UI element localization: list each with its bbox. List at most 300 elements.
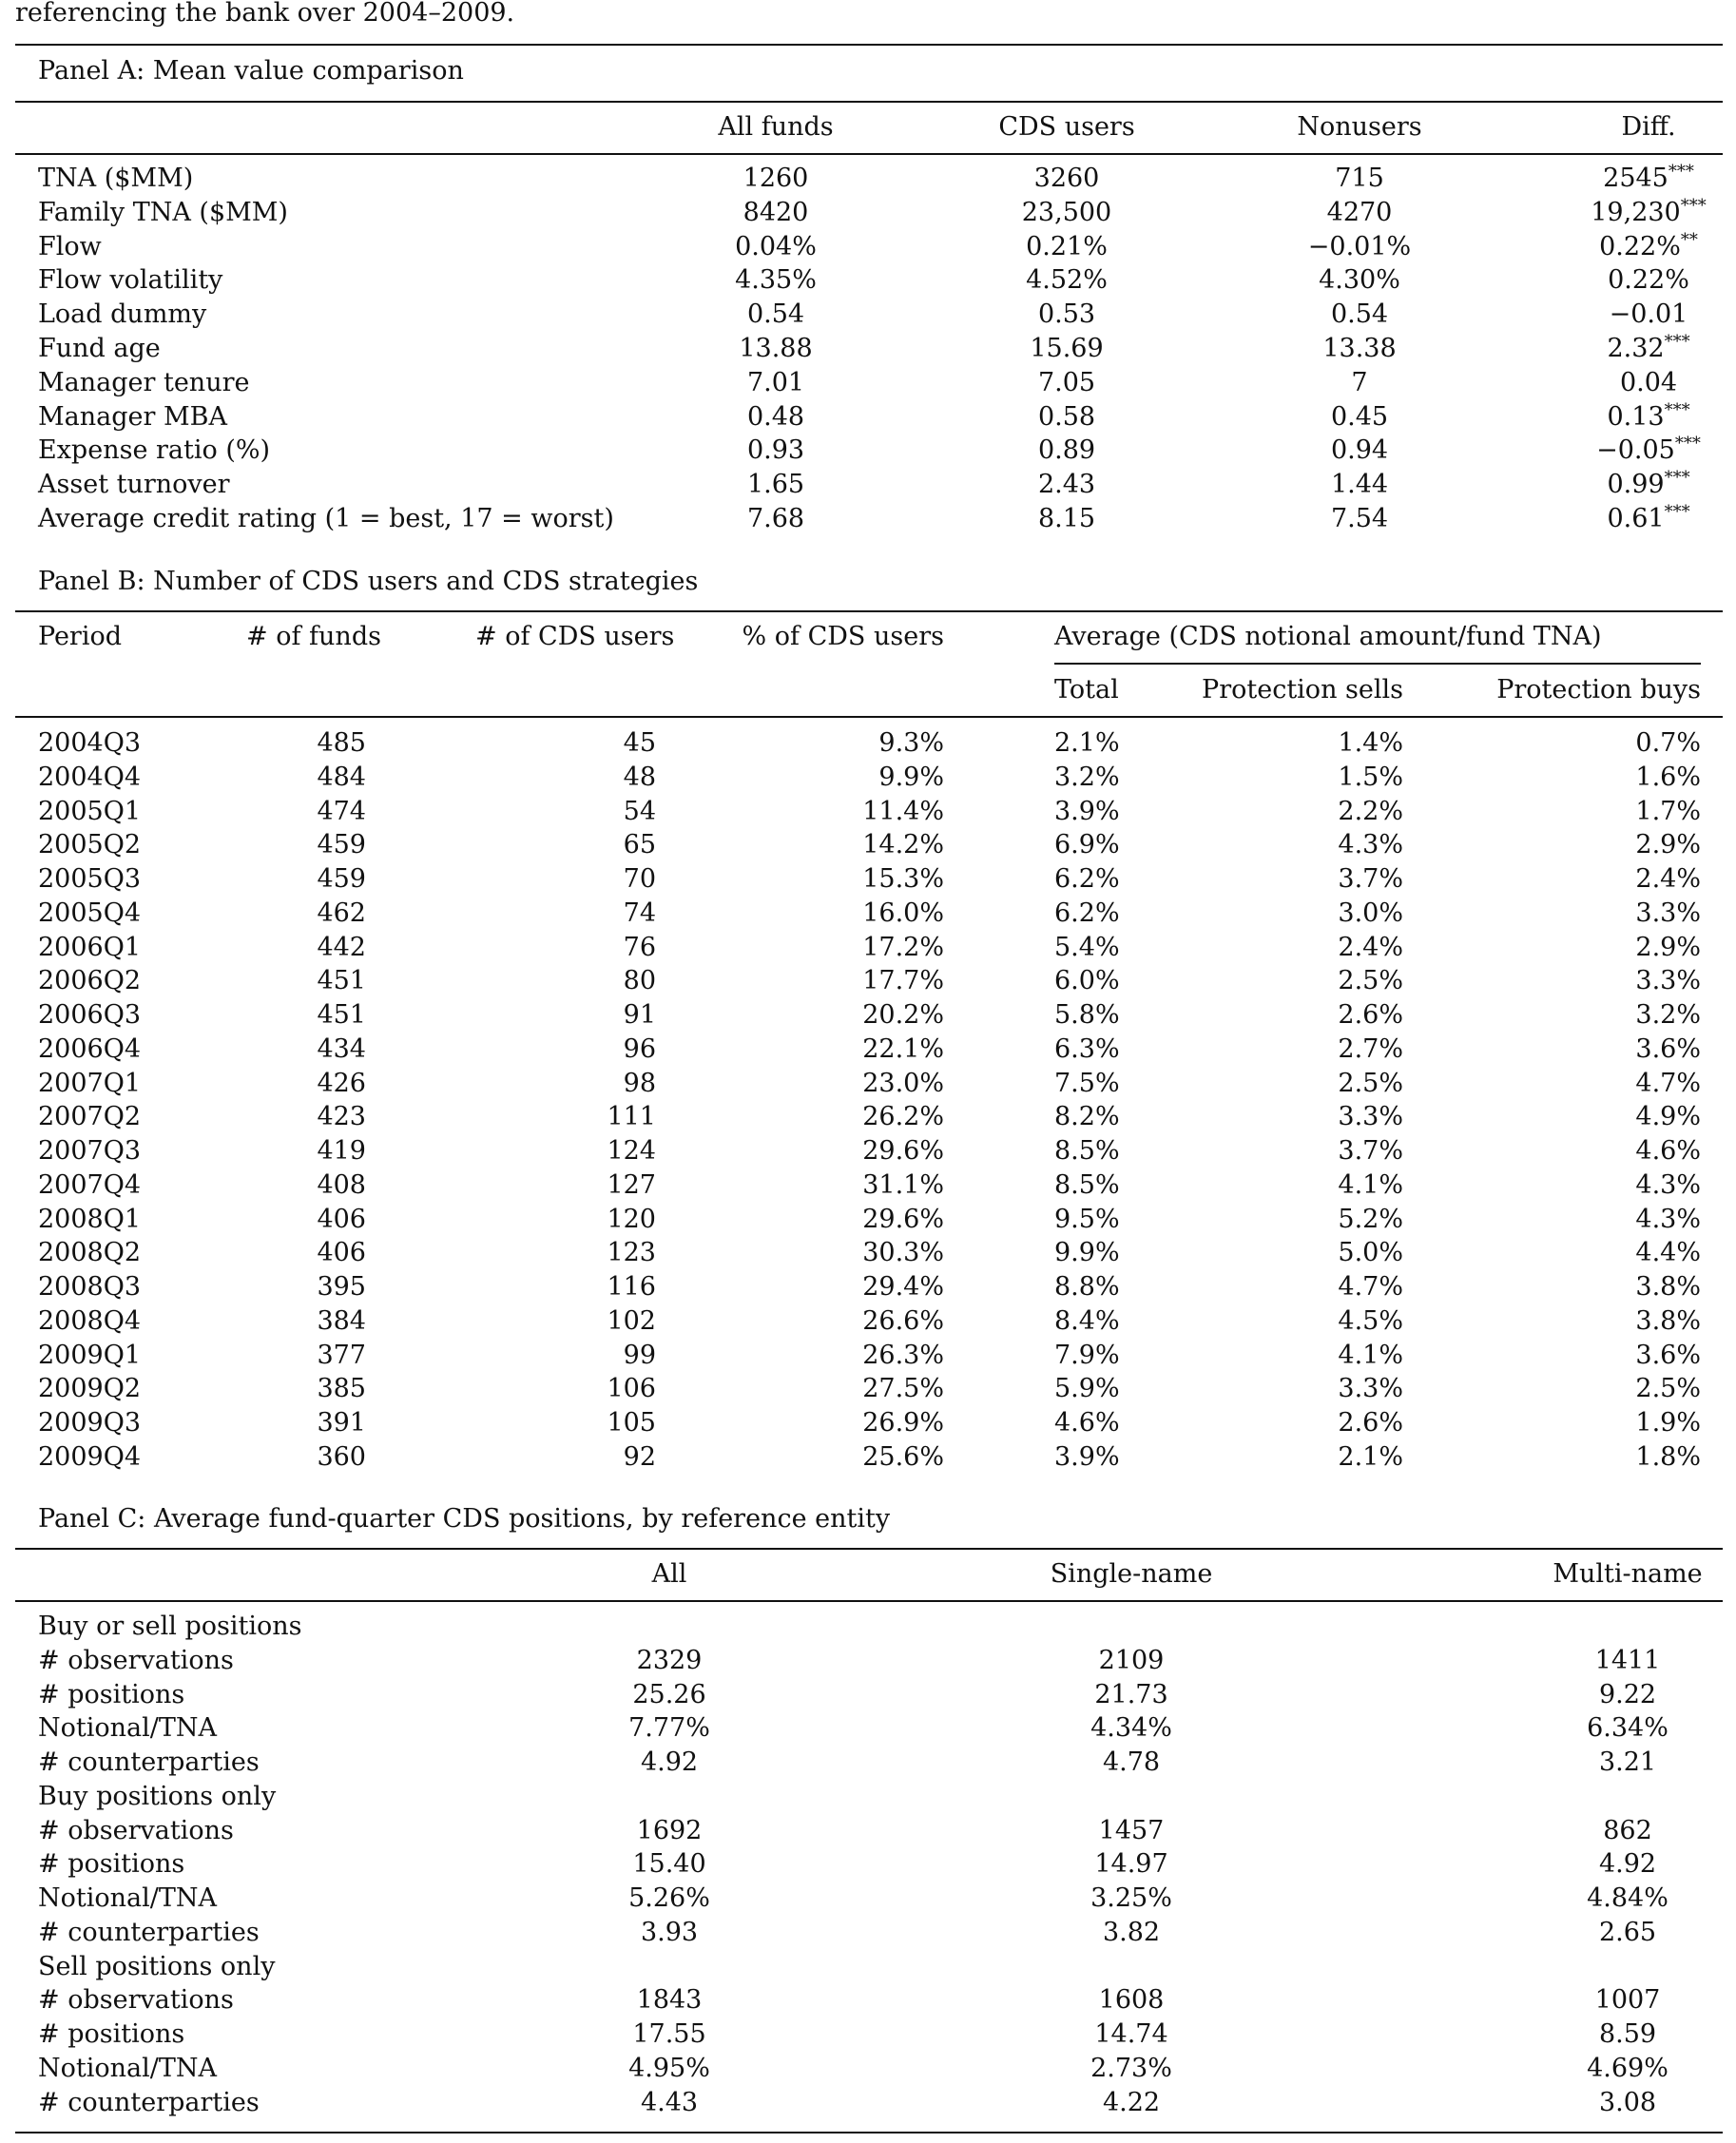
- cell-single-name: 3.25%: [1090, 1883, 1172, 1913]
- cell-pct-cds-users: 26.3%: [862, 1341, 944, 1370]
- cell-period: 2007Q2: [38, 1102, 142, 1131]
- cell-total: 6.2%: [1054, 864, 1120, 894]
- cell-single-name: 3.82: [1102, 1918, 1161, 1947]
- cell-num-funds: 385: [317, 1374, 366, 1403]
- row-label: Notional/TNA: [38, 1713, 217, 1743]
- cell-cds-users: 2.43: [1037, 470, 1096, 499]
- cell-num-cds-users: 70: [623, 864, 656, 894]
- cell-all: 7.77%: [628, 1713, 710, 1743]
- cell-nonusers: 715: [1335, 164, 1384, 193]
- cell-single-name: 21.73: [1094, 1680, 1168, 1709]
- cell-num-cds-users: 99: [623, 1341, 656, 1370]
- cell-num-funds: 391: [317, 1408, 366, 1438]
- cell-single-name: 2109: [1098, 1646, 1165, 1675]
- cell-all: 15.40: [632, 1849, 706, 1879]
- cell-protection-sells: 2.6%: [1338, 1000, 1403, 1030]
- cell-total: 7.5%: [1054, 1069, 1120, 1098]
- cell-single-name: 4.34%: [1090, 1713, 1172, 1743]
- cell-period: 2004Q4: [38, 763, 142, 792]
- significance-stars: ***: [1674, 434, 1701, 454]
- cell-all-funds: 0.04%: [735, 232, 817, 261]
- cell-single-name: 14.74: [1094, 2019, 1168, 2049]
- cell-pct-cds-users: 29.4%: [862, 1272, 944, 1302]
- diff-value: 0.04: [1619, 368, 1678, 397]
- cell-protection-buys: 1.7%: [1635, 797, 1701, 826]
- cell-diff: [1506, 468, 1736, 502]
- cell-protection-sells: 2.4%: [1338, 933, 1403, 962]
- cell-total: 6.9%: [1054, 830, 1120, 859]
- cell-total: 8.8%: [1054, 1272, 1120, 1302]
- intro-text: referencing the bank over 2004–2009.: [15, 0, 515, 28]
- cell-protection-sells: 4.1%: [1338, 1170, 1403, 1200]
- top-rule: [15, 44, 1723, 46]
- cell-diff: [1506, 400, 1736, 434]
- cell-num-funds: 484: [317, 763, 366, 792]
- cell-multi-name: 4.84%: [1587, 1883, 1668, 1913]
- row-label: Manager tenure: [38, 368, 250, 397]
- cell-total: 8.4%: [1054, 1306, 1120, 1336]
- cell-period: 2009Q1: [38, 1341, 142, 1370]
- cell-cds-users: 4.52%: [1026, 265, 1108, 295]
- diff-value: 0.13: [1607, 402, 1665, 432]
- cell-cds-users: 0.58: [1037, 402, 1096, 432]
- cell-num-cds-users: 92: [623, 1442, 656, 1472]
- cell-nonusers: 0.94: [1330, 435, 1389, 465]
- column-header-protection-buys: Protection buys: [1496, 675, 1701, 705]
- cell-period: 2006Q1: [38, 933, 142, 962]
- cell-protection-buys: 1.8%: [1635, 1442, 1701, 1472]
- cell-period: 2008Q3: [38, 1272, 142, 1302]
- row-label: Average credit rating (1 = best, 17 = worst): [38, 504, 614, 533]
- cell-protection-buys: 4.3%: [1635, 1205, 1701, 1234]
- cell-cds-users: 0.53: [1037, 299, 1096, 329]
- cell-total: 4.6%: [1054, 1408, 1120, 1438]
- cell-single-name: 4.78: [1102, 1747, 1161, 1777]
- cell-all: 1692: [636, 1816, 703, 1845]
- column-header-protection-sells: Protection sells: [1202, 675, 1403, 705]
- cell-period: 2005Q3: [38, 864, 142, 894]
- cell-protection-buys: 4.4%: [1635, 1238, 1701, 1267]
- cell-protection-sells: 5.0%: [1338, 1238, 1403, 1267]
- row-label: Flow volatility: [38, 265, 223, 295]
- cell-cds-users: 3260: [1033, 164, 1100, 193]
- cell-protection-buys: 4.6%: [1635, 1136, 1701, 1166]
- cell-num-funds: 462: [317, 898, 366, 928]
- cell-protection-buys: 4.7%: [1635, 1069, 1701, 1098]
- cell-num-funds: 451: [317, 1000, 366, 1030]
- cell-protection-sells: 1.4%: [1338, 728, 1403, 758]
- cell-protection-buys: 0.7%: [1635, 728, 1701, 758]
- cell-all: 5.26%: [628, 1883, 710, 1913]
- cell-protection-buys: 1.9%: [1635, 1408, 1701, 1438]
- cell-period: 2009Q3: [38, 1408, 142, 1438]
- cell-protection-buys: 2.5%: [1635, 1374, 1701, 1403]
- column-header-cds-users: # of CDS users: [475, 622, 675, 651]
- row-label: Manager MBA: [38, 402, 227, 432]
- row-label: Flow: [38, 232, 102, 261]
- diff-value: 0.22%: [1608, 265, 1689, 295]
- cell-all: 2329: [636, 1646, 703, 1675]
- column-header-funds: # of funds: [246, 622, 381, 651]
- cell-num-funds: 426: [317, 1069, 366, 1098]
- cell-num-cds-users: 98: [623, 1069, 656, 1098]
- significance-stars: ***: [1680, 196, 1707, 216]
- cell-multi-name: 6.34%: [1587, 1713, 1668, 1743]
- cell-num-funds: 419: [317, 1136, 366, 1166]
- cell-protection-buys: 4.9%: [1635, 1102, 1701, 1131]
- cell-protection-sells: 3.0%: [1338, 898, 1403, 928]
- cell-total: 3.2%: [1054, 763, 1120, 792]
- row-label: Family TNA ($MM): [38, 198, 288, 227]
- cell-num-funds: 442: [317, 933, 366, 962]
- cell-num-cds-users: 48: [623, 763, 656, 792]
- column-header: Single-name: [1050, 1559, 1213, 1589]
- row-label: # observations: [38, 1646, 234, 1675]
- cell-cds-users: 23,500: [1021, 198, 1112, 227]
- cell-multi-name: 9.22: [1598, 1680, 1657, 1709]
- significance-stars: ***: [1664, 332, 1690, 352]
- cell-protection-sells: 4.7%: [1338, 1272, 1403, 1302]
- section-label: Buy positions only: [38, 1782, 277, 1811]
- diff-value: 2.32: [1607, 334, 1665, 363]
- cell-protection-buys: 3.3%: [1635, 966, 1701, 995]
- cell-num-cds-users: 124: [607, 1136, 656, 1166]
- cell-protection-sells: 5.2%: [1338, 1205, 1403, 1234]
- cell-num-funds: 406: [317, 1205, 366, 1234]
- cell-single-name: 4.22: [1102, 2088, 1161, 2117]
- cell-multi-name: 862: [1603, 1816, 1652, 1845]
- cell-all: 4.43: [640, 2088, 699, 2117]
- cell-period: 2005Q1: [38, 797, 142, 826]
- cell-cds-users: 0.89: [1037, 435, 1096, 465]
- cell-protection-sells: 3.7%: [1338, 864, 1403, 894]
- cell-num-funds: 360: [317, 1442, 366, 1472]
- cell-period: 2006Q3: [38, 1000, 142, 1030]
- section-label: Sell positions only: [38, 1952, 276, 1981]
- row-label: # observations: [38, 1816, 234, 1845]
- column-header-total: Total: [1054, 675, 1119, 705]
- cell-num-cds-users: 111: [607, 1102, 656, 1131]
- cell-all-funds: 4.35%: [735, 265, 817, 295]
- cell-num-cds-users: 45: [623, 728, 656, 758]
- cell-diff: [1506, 502, 1736, 536]
- panel-c-header-rule: [15, 1600, 1723, 1602]
- cell-num-funds: 474: [317, 797, 366, 826]
- cell-period: 2006Q2: [38, 966, 142, 995]
- significance-stars: ***: [1668, 162, 1694, 182]
- column-header: All funds: [718, 112, 834, 142]
- cell-total: 7.9%: [1054, 1341, 1120, 1370]
- cell-multi-name: 8.59: [1598, 2019, 1657, 2049]
- cell-protection-sells: 2.5%: [1338, 966, 1403, 995]
- cell-period: 2009Q4: [38, 1442, 142, 1472]
- cell-protection-buys: 2.9%: [1635, 830, 1701, 859]
- row-label: # counterparties: [38, 2088, 260, 2117]
- row-label: Asset turnover: [38, 470, 230, 499]
- cell-pct-cds-users: 11.4%: [862, 797, 944, 826]
- cell-num-cds-users: 105: [607, 1408, 656, 1438]
- cell-diff: [1506, 162, 1736, 196]
- cell-protection-sells: 4.3%: [1338, 830, 1403, 859]
- cell-num-funds: 459: [317, 864, 366, 894]
- cell-cds-users: 8.15: [1037, 504, 1096, 533]
- cell-single-name: 14.97: [1094, 1849, 1168, 1879]
- cell-pct-cds-users: 26.9%: [862, 1408, 944, 1438]
- cell-all-funds: 1.65: [746, 470, 805, 499]
- cell-protection-sells: 4.1%: [1338, 1341, 1403, 1370]
- panel-c-title: Panel C: Average fund-quarter CDS positions, by reference entity: [38, 1504, 891, 1534]
- cell-total: 8.5%: [1054, 1136, 1120, 1166]
- cell-protection-buys: 3.8%: [1635, 1306, 1701, 1336]
- cell-pct-cds-users: 30.3%: [862, 1238, 944, 1267]
- cell-protection-sells: 2.6%: [1338, 1408, 1403, 1438]
- cell-protection-buys: 3.8%: [1635, 1272, 1701, 1302]
- cell-pct-cds-users: 20.2%: [862, 1000, 944, 1030]
- cell-pct-cds-users: 26.6%: [862, 1306, 944, 1336]
- cell-all: 17.55: [632, 2019, 706, 2049]
- cell-num-cds-users: 127: [607, 1170, 656, 1200]
- cell-all: 3.93: [640, 1918, 699, 1947]
- column-header: Multi-name: [1553, 1559, 1703, 1589]
- diff-value: 19,230: [1591, 198, 1681, 227]
- cell-all: 1843: [636, 1985, 703, 2015]
- cell-diff: [1506, 263, 1736, 298]
- cell-total: 5.9%: [1054, 1374, 1120, 1403]
- significance-stars: ***: [1664, 400, 1690, 420]
- cell-pct-cds-users: 23.0%: [862, 1069, 944, 1098]
- cell-multi-name: 3.08: [1598, 2088, 1657, 2117]
- panel-b-group-rule: [1054, 663, 1701, 665]
- cell-protection-sells: 4.5%: [1338, 1306, 1403, 1336]
- cell-pct-cds-users: 29.6%: [862, 1205, 944, 1234]
- cell-total: 5.8%: [1054, 1000, 1120, 1030]
- cell-num-cds-users: 106: [607, 1374, 656, 1403]
- cell-all-funds: 7.01: [746, 368, 805, 397]
- cell-total: 3.9%: [1054, 1442, 1120, 1472]
- cell-nonusers: 7: [1351, 368, 1368, 397]
- cell-nonusers: 13.38: [1322, 334, 1397, 363]
- cell-diff: [1506, 332, 1736, 366]
- cell-num-funds: 395: [317, 1272, 366, 1302]
- cell-pct-cds-users: 15.3%: [862, 864, 944, 894]
- cell-nonusers: 4.30%: [1319, 265, 1400, 295]
- diff-value: 2545: [1603, 164, 1668, 193]
- cell-diff: [1506, 230, 1736, 264]
- column-header: Diff.: [1621, 112, 1676, 142]
- cell-nonusers: 0.54: [1330, 299, 1389, 329]
- row-label: Fund age: [38, 334, 161, 363]
- cell-protection-sells: 2.2%: [1338, 797, 1403, 826]
- cell-protection-sells: 1.5%: [1338, 763, 1403, 792]
- cell-protection-buys: 3.2%: [1635, 1000, 1701, 1030]
- cell-all-funds: 1260: [743, 164, 809, 193]
- cell-period: 2009Q2: [38, 1374, 142, 1403]
- cell-diff: [1506, 298, 1736, 332]
- cell-multi-name: 3.21: [1598, 1747, 1657, 1777]
- cell-total: 5.4%: [1054, 933, 1120, 962]
- cell-total: 8.2%: [1054, 1102, 1120, 1131]
- significance-stars: ***: [1664, 502, 1690, 522]
- cell-all-funds: 0.48: [746, 402, 805, 432]
- cell-num-cds-users: 65: [623, 830, 656, 859]
- diff-value: −0.05: [1596, 435, 1675, 465]
- cell-pct-cds-users: 9.9%: [878, 763, 944, 792]
- bottom-rule: [15, 2132, 1723, 2133]
- cell-all: 25.26: [632, 1680, 706, 1709]
- cell-num-cds-users: 96: [623, 1034, 656, 1064]
- row-label: # positions: [38, 1849, 185, 1879]
- cell-protection-buys: 3.6%: [1635, 1034, 1701, 1064]
- cell-protection-sells: 2.5%: [1338, 1069, 1403, 1098]
- cell-nonusers: 0.45: [1330, 402, 1389, 432]
- cell-num-funds: 485: [317, 728, 366, 758]
- column-header: All: [651, 1559, 687, 1589]
- cell-pct-cds-users: 26.2%: [862, 1102, 944, 1131]
- panel-c-title-rule: [15, 1548, 1723, 1550]
- cell-num-cds-users: 120: [607, 1205, 656, 1234]
- diff-value: 0.99: [1607, 470, 1665, 499]
- cell-pct-cds-users: 14.2%: [862, 830, 944, 859]
- row-label: Notional/TNA: [38, 1883, 217, 1913]
- row-label: TNA ($MM): [38, 164, 194, 193]
- cell-period: 2007Q3: [38, 1136, 142, 1166]
- cell-protection-buys: 2.9%: [1635, 933, 1701, 962]
- cell-single-name: 1608: [1098, 1985, 1165, 2015]
- cell-num-funds: 451: [317, 966, 366, 995]
- cell-num-funds: 406: [317, 1238, 366, 1267]
- panel-a-title: Panel A: Mean value comparison: [38, 56, 464, 86]
- cell-all-funds: 7.68: [746, 504, 805, 533]
- cell-total: 8.5%: [1054, 1170, 1120, 1200]
- cell-all-funds: 13.88: [739, 334, 813, 363]
- cell-total: 6.3%: [1054, 1034, 1120, 1064]
- cell-num-funds: 423: [317, 1102, 366, 1131]
- cell-pct-cds-users: 25.6%: [862, 1442, 944, 1472]
- cell-single-name: 1457: [1098, 1816, 1165, 1845]
- cell-nonusers: 1.44: [1330, 470, 1389, 499]
- cell-multi-name: 1007: [1594, 1985, 1661, 2015]
- cell-period: 2008Q2: [38, 1238, 142, 1267]
- cell-period: 2005Q2: [38, 830, 142, 859]
- cell-all-funds: 0.93: [746, 435, 805, 465]
- panel-b-header-rule: [15, 716, 1723, 718]
- cell-period: 2007Q4: [38, 1170, 142, 1200]
- row-label: Expense ratio (%): [38, 435, 271, 465]
- cell-protection-sells: 2.1%: [1338, 1442, 1403, 1472]
- cell-all-funds: 8420: [743, 198, 809, 227]
- cell-pct-cds-users: 22.1%: [862, 1034, 944, 1064]
- cell-cds-users: 15.69: [1030, 334, 1104, 363]
- cell-multi-name: 4.69%: [1587, 2054, 1668, 2083]
- cell-num-funds: 459: [317, 830, 366, 859]
- cell-nonusers: 7.54: [1330, 504, 1389, 533]
- cell-protection-buys: 3.3%: [1635, 898, 1701, 928]
- section-label: Buy or sell positions: [38, 1612, 302, 1641]
- column-header-period: Period: [38, 622, 123, 651]
- significance-stars: **: [1680, 230, 1698, 250]
- cell-all-funds: 0.54: [746, 299, 805, 329]
- diff-value: 0.22%: [1599, 232, 1681, 261]
- cell-total: 6.2%: [1054, 898, 1120, 928]
- cell-total: 9.5%: [1054, 1205, 1120, 1234]
- cell-single-name: 2.73%: [1090, 2054, 1172, 2083]
- row-label: # counterparties: [38, 1747, 260, 1777]
- cell-num-funds: 377: [317, 1341, 366, 1370]
- row-label: # counterparties: [38, 1918, 260, 1947]
- cell-num-funds: 408: [317, 1170, 366, 1200]
- cell-protection-buys: 2.4%: [1635, 864, 1701, 894]
- cell-num-cds-users: 91: [623, 1000, 656, 1030]
- cell-num-cds-users: 76: [623, 933, 656, 962]
- cell-protection-sells: 2.7%: [1338, 1034, 1403, 1064]
- cell-pct-cds-users: 17.7%: [862, 966, 944, 995]
- cell-nonusers: −0.01%: [1307, 232, 1412, 261]
- cell-diff: [1506, 196, 1736, 230]
- cell-protection-buys: 3.6%: [1635, 1341, 1701, 1370]
- cell-nonusers: 4270: [1326, 198, 1393, 227]
- cell-multi-name: 1411: [1594, 1646, 1661, 1675]
- cell-total: 2.1%: [1054, 728, 1120, 758]
- cell-period: 2004Q3: [38, 728, 142, 758]
- cell-all: 4.92: [640, 1747, 699, 1777]
- cell-multi-name: 2.65: [1598, 1918, 1657, 1947]
- cell-protection-buys: 4.3%: [1635, 1170, 1701, 1200]
- cell-period: 2006Q4: [38, 1034, 142, 1064]
- cell-pct-cds-users: 17.2%: [862, 933, 944, 962]
- cell-num-cds-users: 102: [607, 1306, 656, 1336]
- column-header-average-group: Average (CDS notional amount/fund TNA): [1054, 622, 1602, 651]
- row-label: # positions: [38, 1680, 185, 1709]
- row-label: Notional/TNA: [38, 2054, 217, 2083]
- cell-num-funds: 434: [317, 1034, 366, 1064]
- cell-all: 4.95%: [628, 2054, 710, 2083]
- cell-total: 9.9%: [1054, 1238, 1120, 1267]
- cell-protection-sells: 3.7%: [1338, 1136, 1403, 1166]
- cell-protection-buys: 1.6%: [1635, 763, 1701, 792]
- panel-b-title-rule: [15, 610, 1723, 612]
- cell-num-cds-users: 116: [607, 1272, 656, 1302]
- diff-value: 0.61: [1607, 504, 1665, 533]
- cell-num-cds-users: 54: [623, 797, 656, 826]
- cell-period: 2008Q4: [38, 1306, 142, 1336]
- row-label: # positions: [38, 2019, 185, 2049]
- cell-cds-users: 0.21%: [1026, 232, 1108, 261]
- cell-num-cds-users: 74: [623, 898, 656, 928]
- row-label: Load dummy: [38, 299, 207, 329]
- cell-period: 2005Q4: [38, 898, 142, 928]
- cell-pct-cds-users: 9.3%: [878, 728, 944, 758]
- cell-total: 6.0%: [1054, 966, 1120, 995]
- panel-a-title-rule: [15, 101, 1723, 103]
- cell-cds-users: 7.05: [1037, 368, 1096, 397]
- significance-stars: ***: [1664, 468, 1690, 488]
- panel-b-title: Panel B: Number of CDS users and CDS strategies: [38, 567, 699, 596]
- row-label: # observations: [38, 1985, 234, 2015]
- column-header: Nonusers: [1297, 112, 1422, 142]
- cell-protection-sells: 3.3%: [1338, 1102, 1403, 1131]
- cell-pct-cds-users: 16.0%: [862, 898, 944, 928]
- cell-diff: [1506, 434, 1736, 468]
- panel-a-header-rule: [15, 153, 1723, 155]
- cell-num-cds-users: 123: [607, 1238, 656, 1267]
- cell-period: 2008Q1: [38, 1205, 142, 1234]
- cell-multi-name: 4.92: [1598, 1849, 1657, 1879]
- cell-protection-sells: 3.3%: [1338, 1374, 1403, 1403]
- cell-num-cds-users: 80: [623, 966, 656, 995]
- cell-period: 2007Q1: [38, 1069, 142, 1098]
- cell-pct-cds-users: 29.6%: [862, 1136, 944, 1166]
- cell-total: 3.9%: [1054, 797, 1120, 826]
